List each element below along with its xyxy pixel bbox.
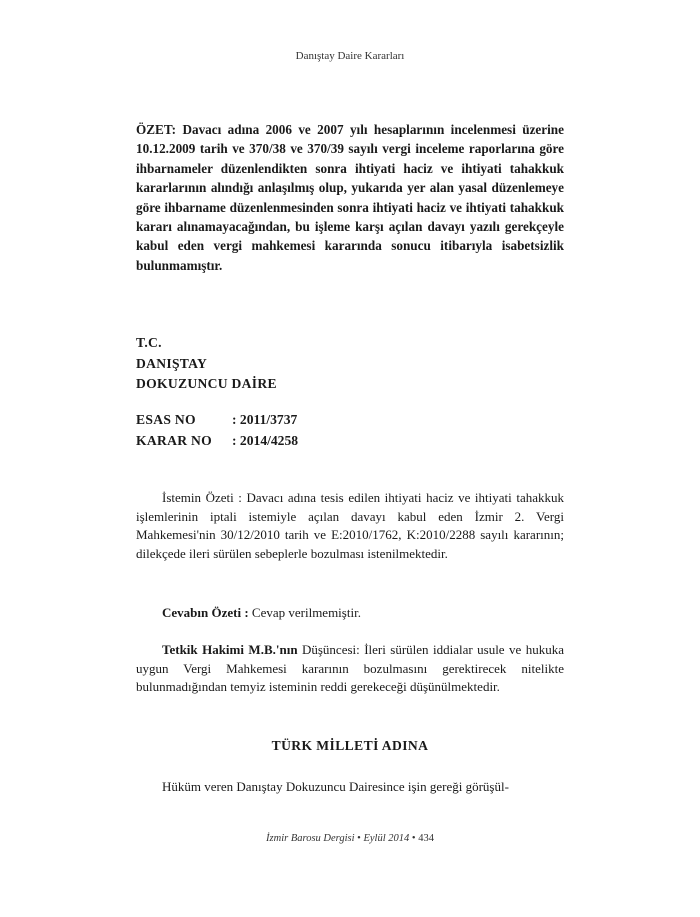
court-name: DANIŞTAY (136, 355, 208, 371)
response-label: Cevabın Özeti : (162, 605, 249, 620)
footer-issue: Eylül 2014 (363, 833, 410, 844)
court-country: T.C. (136, 335, 162, 350)
esas-row (136, 410, 298, 431)
footer-separator: • (357, 833, 361, 844)
request-label: İstemin Özeti : (162, 490, 242, 505)
esas-value: : 2011/3737 (232, 412, 298, 427)
closing-text: Hüküm veren Danıştay Dokuzuncu Dairesince işin gereği görüşül- (162, 779, 509, 794)
summary-text: Davacı adına 2006 ve 2007 yılı hesaplarının incelenmesi üzerine 10.12.2009 tarih ve 370/38 ve 370/39 sayılı vergi inceleme raporlarına göre ihbarnameler düzenlendikten sonra ihtiyati haciz ve ihtiyati tahakkuk kararlarının alındığı anlaşılmış olup, yukarıda yer alan yasal düzenlemeye göre ihbarname düzenlenmesinden sonra ihtiyati haciz ve ihtiyati tahakkuk kararı alınamayacağından, bu işleme karşı açılan davayı yazılı gerekçeyle kabul eden vergi mahkemesi kararında sonucu itibarıyla isabetsizlik bulunmamıştır. (136, 122, 564, 273)
case-summary (136, 120, 564, 275)
footer-separator-2: • (411, 833, 416, 844)
request-text: Davacı adına tesis edilen ihtiyati haciz ve ihtiyati tahakkuk işlemlerinin iptali istemiyle açılan davayı kabul eden İzmir 2. Vergi Mahkemesi'nin 30/12/2010 tarih ve E:2010/1762, K:2010/2288 sayılı kararının; dilekçede ileri sürülen sebeplerle bozulması istenilmektedir. (136, 490, 564, 561)
karar-label: KARAR NO (136, 432, 213, 448)
court-chamber: DOKUZUNCU DAİRE (136, 376, 277, 391)
closing-paragraph (136, 778, 564, 797)
request-summary-paragraph (136, 489, 564, 563)
court-block (136, 333, 277, 395)
summary-label: ÖZET: (136, 122, 177, 137)
karar-row (136, 431, 298, 452)
esas-label: ESAS NO (136, 412, 196, 427)
judge-opinion-paragraph (136, 641, 564, 697)
response-text: Cevap verilmemiştir. (248, 605, 361, 620)
page-footer (0, 833, 700, 844)
response-summary-paragraph (136, 604, 564, 623)
judge-text: Düşüncesi: İleri sürülen iddialar usule ve hukuka uygun Vergi Mahkemesi kararının bozulmasını gerektirecek nitelikte bulunmadığından temyiz isteminin reddi gerekeceği düşünülmektedir. (136, 642, 564, 694)
case-reference (136, 410, 298, 451)
judge-label: Tetkik Hakimi M.B.'nın (162, 642, 298, 657)
page-number: 434 (418, 833, 434, 844)
footer-journal: İzmir Barosu Dergisi (266, 833, 355, 844)
karar-value: : 2014/4258 (232, 432, 299, 448)
running-header: Danıştay Daire Kararları (295, 50, 405, 62)
section-heading: TÜRK MİLLETİ ADINA (271, 738, 429, 753)
